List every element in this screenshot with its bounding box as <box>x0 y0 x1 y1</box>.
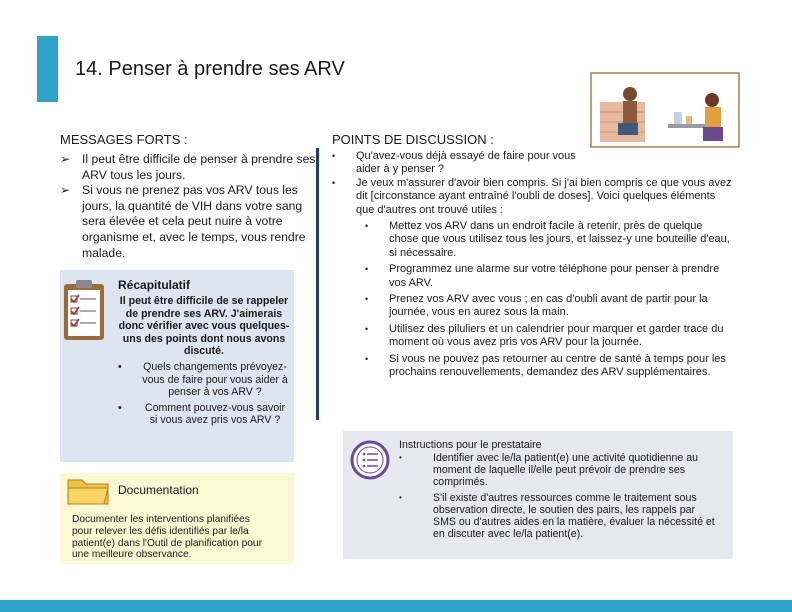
recap-lead: Il peut être difficile de se rappeler de prendre ses ARV. J'aimerais donc vérifier avec vous quelques-uns des points dont nous avons discuté. <box>118 295 290 358</box>
bullet-icon: • <box>332 151 336 161</box>
arrow-bullet-icon: ➢ <box>60 183 71 198</box>
discussion-list <box>332 150 732 380</box>
recap-title: Récapitulatif <box>118 278 191 292</box>
messages-heading: MESSAGES FORTS : <box>60 132 188 147</box>
instructions-title: Instructions pour le prestataire <box>399 439 542 451</box>
recap-body <box>118 295 290 427</box>
discussion-sublist <box>332 220 732 379</box>
bullet-icon: • <box>365 221 369 232</box>
documentation-title: Documentation <box>118 483 199 497</box>
list-item: • Qu'avez-vous déjà essayé de faire pour vous aider à y penser ? <box>332 150 576 176</box>
list-item: • S'il existe d'autres ressources comme le traitement sous observation directe, le soutien des pairs, les rappels par SMS ou d'autres aides en la matière, évaluer la nécessité et en discuter avec le/la patient(e). <box>399 492 715 540</box>
bullet-icon: • <box>365 323 369 334</box>
list-item: ➢ Si vous ne prenez pas vos ARV tous les jours, la quantité de VIH dans votre sang sera élevée et cela peut nuire à votre organisme et, avec le temps, vous rendre malade. <box>60 183 306 260</box>
footer-accent-bar <box>0 600 792 612</box>
list-item: ➢ Il peut être difficile de penser à prendre ses ARV tous les jours. <box>60 152 316 182</box>
list-item: • Utilisez des piluliers et un calendrier pour marquer et garder trace du moment où vous avez pris vos ARV pour la journée. <box>365 322 724 349</box>
list-item: • Je veux m'assurer d'avoir bien compris. Si j'ai bien compris ce que vous avez dit [circonstance ayant entraîné l'oubli de doses]. Voici quelques éléments que d'autres ont trouvé utiles : • Mettez vos ARV dans un endroit facile à retenir, près de quelque chose que vous utilisez tous les jours, et laissez-y une bouteille d'eau, si nécessaire. • Programmez une alarme sur votre téléphone pour penser à prendre vos ARV. • Prenez vos ARV avec vous ; en cas d'oubli avant de partir pour la journée, vous en aurez sous la main. • Utilisez des piluliers et un calendrier pour marquer et garder trace du moment où vous avez pris vos ARV pour la journée. • Si vous ne pouvez pas retourner au centre de santé à temps pour les prochains renouvellements, demandez des ARV supplémentaires. <box>332 176 732 379</box>
list-item: • Si vous ne pouvez pas retourner au centre de santé à temps pour les prochains renouvellements, demandez des ARV supplémentaires. <box>365 352 726 379</box>
bullet-icon: • <box>118 401 122 414</box>
instructions-list-icon <box>350 440 390 480</box>
column-divider <box>316 148 319 420</box>
bullet-icon: • <box>399 493 402 502</box>
folder-icon <box>66 474 110 506</box>
list-item: • Comment pouvez-vous savoir si vous avez pris vos ARV ? <box>118 401 286 427</box>
recap-list <box>118 361 290 427</box>
discussion-heading: POINTS DE DISCUSSION : <box>332 132 494 147</box>
list-item: • Prenez vos ARV avec vous ; en cas d'oubli avant de partir pour la journée, vous en aurez sous la main. <box>365 293 708 319</box>
list-item: • Mettez vos ARV dans un endroit facile à retenir, près de quelque chose que vous utilisez tous les jours, et laissez-y une bouteille d'eau, si nécessaire. <box>365 220 730 259</box>
bullet-icon: • <box>332 177 336 188</box>
arrow-bullet-icon: ➢ <box>60 152 71 166</box>
checklist-clipboard-icon <box>62 278 106 342</box>
messages-list <box>60 152 320 261</box>
bullet-icon: • <box>118 360 122 373</box>
illustration-two-people <box>590 72 740 148</box>
list-item: • Identifier avec le/la patient(e) une activité quotidienne au moment de laquelle il/elle peut prévoir de prendre ses comprimés. <box>399 452 699 488</box>
instructions-list <box>399 452 719 544</box>
page-title: 14. Penser à prendre ses ARV <box>75 58 345 80</box>
documentation-body: Documenter les interventions planifiées pour relever les défis identifiés par le/la patient(e) dans l'Outil de planification pour une meilleure observance. <box>72 514 262 561</box>
bullet-icon: • <box>365 294 369 305</box>
bullet-icon: • <box>365 264 369 275</box>
bullet-icon: • <box>399 453 402 462</box>
list-item: • Programmez une alarme sur votre téléphone pour penser à prendre vos ARV. <box>365 263 720 289</box>
list-item: • Quels changements prévoyez-vous de faire pour vous aider à penser à vos ARV ? <box>118 360 288 399</box>
bullet-icon: • <box>365 353 369 364</box>
